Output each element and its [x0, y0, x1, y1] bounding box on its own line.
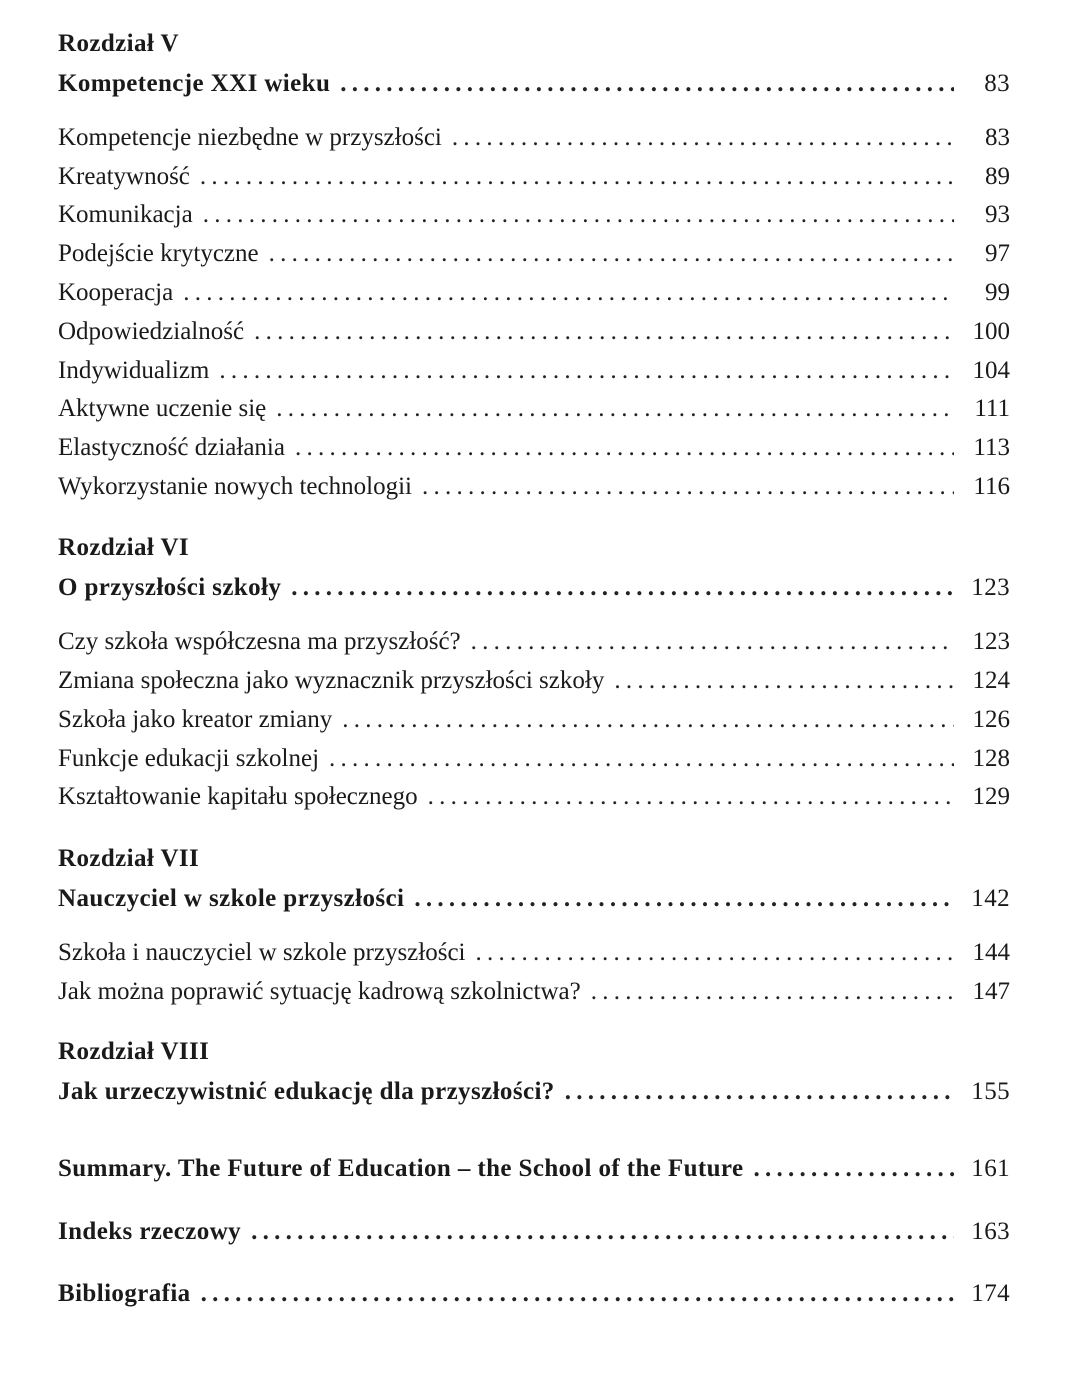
back-matter-title: Summary. The Future of Education – the School of the Future: [58, 1155, 744, 1182]
section-row[interactable]: [58, 395, 1010, 423]
page-number: 113: [973, 434, 1010, 461]
page-number: 104: [972, 357, 1010, 384]
dot-leader: [342, 706, 954, 734]
dot-leader: [329, 745, 954, 773]
chapter-title: O przyszłości szkoły: [58, 574, 282, 601]
dot-leader: [276, 395, 954, 423]
page-number: 123: [972, 628, 1010, 655]
section-row[interactable]: [58, 434, 1010, 462]
section-row[interactable]: [58, 978, 1010, 1006]
dot-leader: [183, 279, 954, 307]
dot-leader: [565, 1078, 954, 1106]
section-row[interactable]: [58, 628, 1010, 656]
back-matter-row[interactable]: [58, 1155, 1010, 1183]
section-title: Elastyczność działania: [58, 434, 285, 461]
section-title: Komunikacja: [58, 201, 193, 228]
dot-leader: [291, 574, 954, 602]
dot-leader: [591, 978, 954, 1006]
dot-leader: [340, 70, 954, 98]
dot-leader: [295, 434, 954, 462]
dot-leader: [269, 240, 954, 268]
dot-leader: [428, 783, 954, 811]
dot-leader: [414, 885, 954, 913]
chapter-title: Jak urzeczywistnić edukację dla przyszłości?: [58, 1078, 555, 1105]
section-row[interactable]: [58, 124, 1010, 152]
page-number: 123: [971, 574, 1010, 601]
chapter-title-row[interactable]: [58, 574, 1010, 602]
section-title: Funkcje edukacji szkolnej: [58, 745, 320, 772]
back-matter-row[interactable]: [58, 1280, 1010, 1308]
page-number: 100: [972, 318, 1010, 345]
section-row[interactable]: [58, 706, 1010, 734]
section-row[interactable]: [58, 473, 1010, 501]
page-number: 89: [985, 163, 1010, 190]
dot-leader: [614, 667, 954, 695]
chapter-label: Rozdział VII: [58, 845, 200, 872]
back-matter-title: Bibliografia: [58, 1280, 191, 1307]
section-row[interactable]: [58, 201, 1010, 229]
section-title: Aktywne uczenie się: [58, 395, 267, 422]
page-number: 97: [985, 240, 1010, 267]
page-number: 124: [972, 667, 1010, 694]
section-row[interactable]: [58, 318, 1010, 346]
section-title: Szkoła jako kreator zmiany: [58, 706, 333, 733]
page-number: 174: [971, 1280, 1010, 1307]
page-number: 142: [971, 885, 1010, 912]
chapter-title-row[interactable]: [58, 70, 1010, 98]
chapter-title-row[interactable]: [58, 885, 1010, 913]
page-number: 83: [985, 124, 1010, 151]
section-title: Kreatywność: [58, 163, 190, 190]
section-title: Szkoła i nauczyciel w szkole przyszłości: [58, 939, 466, 966]
page-number: 144: [972, 939, 1010, 966]
dot-leader: [476, 939, 955, 967]
chapter-title: Nauczyciel w szkole przyszłości: [58, 885, 405, 912]
dot-leader: [201, 1280, 954, 1308]
section-title: Zmiana społeczna jako wyznacznik przyszłości szkoły: [58, 667, 605, 694]
section-title: Kształtowanie kapitału społecznego: [58, 783, 418, 810]
section-title: Kompetencje niezbędne w przyszłości: [58, 124, 442, 151]
back-matter-title: Indeks rzeczowy: [58, 1218, 242, 1245]
section-title: Wykorzystanie nowych technologii: [58, 473, 412, 500]
dot-leader: [254, 318, 954, 346]
section-title: Jak można poprawić sytuację kadrową szkolnictwa?: [58, 978, 581, 1005]
section-row[interactable]: [58, 783, 1010, 811]
dot-leader: [251, 1218, 954, 1246]
dot-leader: [422, 473, 954, 501]
page-number: 161: [971, 1155, 1010, 1182]
page-number: 147: [972, 978, 1010, 1005]
dot-leader: [219, 357, 954, 385]
section-row[interactable]: [58, 279, 1010, 307]
dot-leader: [203, 201, 954, 229]
section-title: Odpowiedzialność: [58, 318, 245, 345]
chapter-label: Rozdział VIII: [58, 1038, 210, 1065]
section-row[interactable]: [58, 240, 1010, 268]
section-title: Kooperacja: [58, 279, 174, 306]
chapter-title-row[interactable]: [58, 1078, 1010, 1106]
section-row[interactable]: [58, 163, 1010, 191]
chapter-label: Rozdział V: [58, 30, 179, 57]
section-row[interactable]: [58, 939, 1010, 967]
section-title: Podejście krytyczne: [58, 240, 259, 267]
dot-leader: [200, 163, 954, 191]
page-number: 93: [985, 201, 1010, 228]
chapter-title: Kompetencje XXI wieku: [58, 70, 331, 97]
page-number: 116: [973, 473, 1010, 500]
page-number: 128: [972, 745, 1010, 772]
page-number: 126: [972, 706, 1010, 733]
page-number: 83: [984, 70, 1010, 97]
page-number: 163: [971, 1218, 1010, 1245]
chapter-label: Rozdział VI: [58, 534, 190, 561]
page-number: 111: [974, 395, 1010, 422]
dot-leader: [753, 1155, 954, 1183]
section-title: Indywidualizm: [58, 357, 210, 384]
section-row[interactable]: [58, 745, 1010, 773]
section-row[interactable]: [58, 357, 1010, 385]
back-matter-row[interactable]: [58, 1218, 1010, 1246]
page-number: 129: [972, 783, 1010, 810]
dot-leader: [471, 628, 954, 656]
section-title: Czy szkoła współczesna ma przyszłość?: [58, 628, 461, 655]
page-number: 155: [971, 1078, 1010, 1105]
section-row[interactable]: [58, 667, 1010, 695]
dot-leader: [452, 124, 954, 152]
page-number: 99: [985, 279, 1010, 306]
